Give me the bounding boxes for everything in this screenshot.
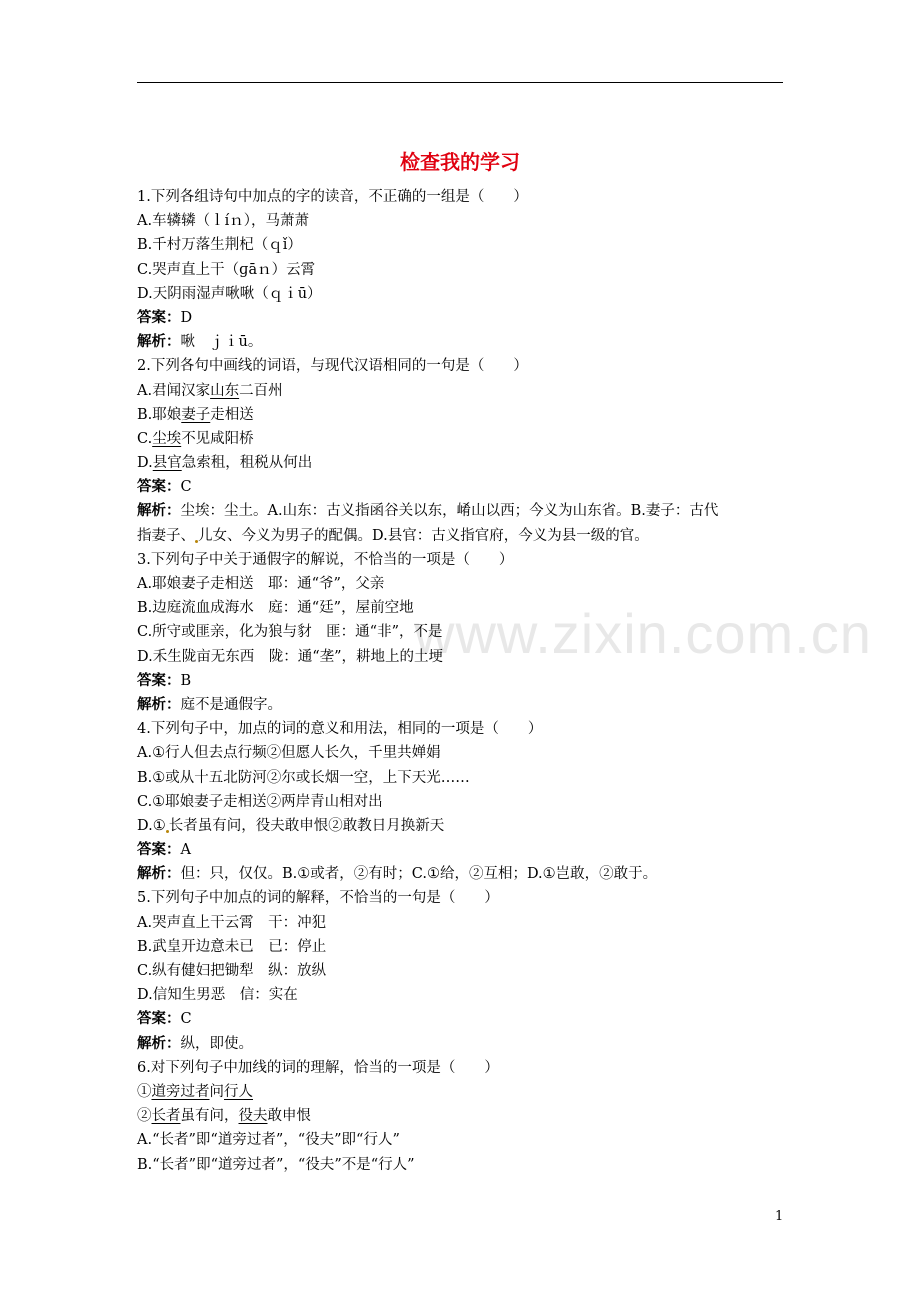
question-3-option-b: B.边庭流血成海水 庭：通“廷”，屋前空地: [137, 600, 414, 617]
question-1-answer: [137, 306, 787, 330]
question-5-option-b: B.武皇开边意未已 已：停止: [137, 938, 327, 955]
underlined-term: 役夫: [238, 1108, 268, 1125]
question-2-stem: 2.下列各句中画线的词语，与现代汉语相同的一句是（ ）: [137, 358, 528, 375]
sentence-text: 问: [209, 1083, 224, 1100]
question-3-answer: [137, 669, 787, 693]
question-5-answer: [137, 1007, 787, 1031]
page-number: 1: [775, 1209, 784, 1224]
analysis-text: 庭不是通假字。: [180, 696, 282, 713]
header-rule: [137, 82, 783, 83]
question-1-option-c: C.哭声直上干（ɡāｎ）云霄: [137, 261, 316, 278]
question-1-stem: 1.下列各组诗句中加点的字的读音，不正确的一组是（ ）: [137, 189, 528, 205]
document-body: [137, 185, 787, 1177]
underlined-term: 山东: [210, 382, 240, 399]
question-5-option-d: D.信知生男恶 信：实在: [137, 987, 298, 1004]
underlined-term: 县官: [152, 455, 182, 472]
question-6-option-a: A.“长者”即“道旁过者”，“役夫”即“行人”: [137, 1132, 400, 1149]
analysis-label: 解析：: [137, 695, 181, 713]
answer-label: 答案：: [137, 308, 181, 326]
underlined-term: 妻子: [181, 406, 211, 423]
question-2-option-c: [137, 427, 787, 451]
option-text: 急索租，租税从何出: [181, 455, 313, 472]
analysis-label: 解析：: [137, 502, 181, 520]
question-2-analysis: [137, 499, 787, 523]
underlined-term: 道旁过者: [151, 1083, 210, 1100]
question-3-option-a: A.耶娘妻子走相送 耶：通“爷”，父亲: [137, 576, 385, 592]
sentence-text: ①: [137, 1083, 152, 1100]
page-title: 检查我的学习: [400, 150, 520, 174]
question-2-answer: [137, 475, 787, 499]
analysis-label: 解析：: [137, 333, 181, 351]
option-text: D.①: [137, 817, 166, 834]
question-2-option-d: [137, 451, 787, 475]
analysis-label: 解析：: [137, 865, 181, 883]
question-4-option-a: A.①行人但去点行频②但愿人长久，千里共婵娟: [137, 745, 441, 762]
option-text: 长者虽有问，役夫敢申恨②敢教日月换新天: [168, 817, 445, 834]
underlined-term: 长者: [151, 1108, 181, 1125]
option-text: B.耶娘: [137, 406, 182, 423]
analysis-text: 纵，即使。: [180, 1035, 253, 1052]
analysis-text: 指妻子、: [137, 527, 195, 544]
question-6-stem: 6.对下列句子中加线的词的理解，恰当的一项是（ ）: [137, 1059, 499, 1076]
option-text: D.: [137, 455, 153, 472]
question-1-analysis: [137, 330, 787, 354]
question-1-option-d: D.天阴雨湿声啾啾（ｑｉū）: [137, 285, 322, 302]
analysis-text: 尘埃：尘土。A.山东：古义指函谷关以东，崤山以西；今义为山东省。B.妻子：古代: [180, 503, 719, 520]
question-5-option-a: A.哭声直上干云霄 干：冲犯: [137, 914, 327, 931]
question-6-option-b: B.“长者”即“道旁过者”，“役夫”不是“行人”: [137, 1156, 415, 1173]
analysis-text: 但：只，仅仅。B.①或者，②有时；C.①给，②互相；D.①岂敢，②敢于。: [180, 866, 658, 883]
analysis-text: 儿女、今义为男子的配偶。D.县官：古义指官府，今义为县一级的官。: [198, 527, 649, 544]
question-1-option-b: B.千村万落生荆杞（ｑǐ）: [137, 237, 302, 254]
question-5-stem: 5.下列句子中加点的词的解释，不恰当的一句是（ ）: [137, 890, 499, 907]
sentence-text: 虽有问，: [180, 1108, 239, 1125]
question-2-option-b: [137, 403, 787, 427]
answer-label: 答案：: [137, 478, 181, 496]
question-2-option-a: [137, 379, 787, 403]
option-text: 不见咸阳桥: [181, 430, 254, 447]
question-4-stem: 4.下列句子中，加点的词的意义和用法，相同的一项是（ ）: [137, 721, 543, 738]
answer-value: C: [180, 1011, 192, 1028]
question-3-stem: 3.下列句子中关于通假字的解说，不恰当的一项是（ ）: [137, 551, 514, 568]
answer-value: C: [180, 479, 192, 496]
option-text: C.: [137, 430, 153, 447]
answer-value: A: [180, 842, 191, 859]
underlined-term: 行人: [224, 1083, 253, 1100]
underlined-term: 尘埃: [152, 430, 182, 447]
question-3-option-c: C.所守或匪亲，化为狼与豺 匪：通“非”，不是: [137, 624, 443, 641]
option-text: 二百州: [239, 382, 283, 399]
question-1-option-a: A.车辚辚（ｌíｎ），马萧萧: [137, 213, 309, 230]
question-3-analysis: [137, 693, 787, 717]
question-4-answer: [137, 838, 787, 862]
question-4-option-d: [137, 814, 787, 838]
answer-label: 答案：: [137, 1010, 181, 1028]
option-text: A.君闻汉家: [137, 382, 211, 399]
option-text: 走相送: [210, 406, 254, 423]
analysis-text: 啾 ｊｉū。: [180, 334, 263, 351]
question-6-sentence-1: [137, 1080, 787, 1104]
question-4-option-c: C.①耶娘妻子走相送②两岸青山相对出: [137, 793, 383, 810]
question-6-sentence-2: [137, 1104, 787, 1128]
question-4-option-b: B.①或从十五北防河②尔或长烟一空，上下天光……: [137, 769, 470, 786]
question-5-option-c: C.纵有健妇把锄犁 纵：放纵: [137, 963, 327, 979]
answer-label: 答案：: [137, 841, 181, 859]
question-3-option-d: D.禾生陇亩无东西 陇：通“垄”，耕地上的土埂: [137, 648, 444, 665]
sentence-text: 敢申恨: [267, 1108, 311, 1125]
question-5-analysis: [137, 1032, 787, 1056]
watermark: www.zixin.com.cn: [414, 602, 872, 665]
sentence-text: ②: [137, 1108, 152, 1125]
answer-value: D: [180, 309, 193, 326]
question-2-analysis-cont: [137, 524, 787, 548]
question-4-analysis: [137, 862, 787, 886]
answer-label: 答案：: [137, 671, 181, 689]
answer-value: B: [180, 672, 192, 689]
analysis-label: 解析：: [137, 1034, 181, 1052]
